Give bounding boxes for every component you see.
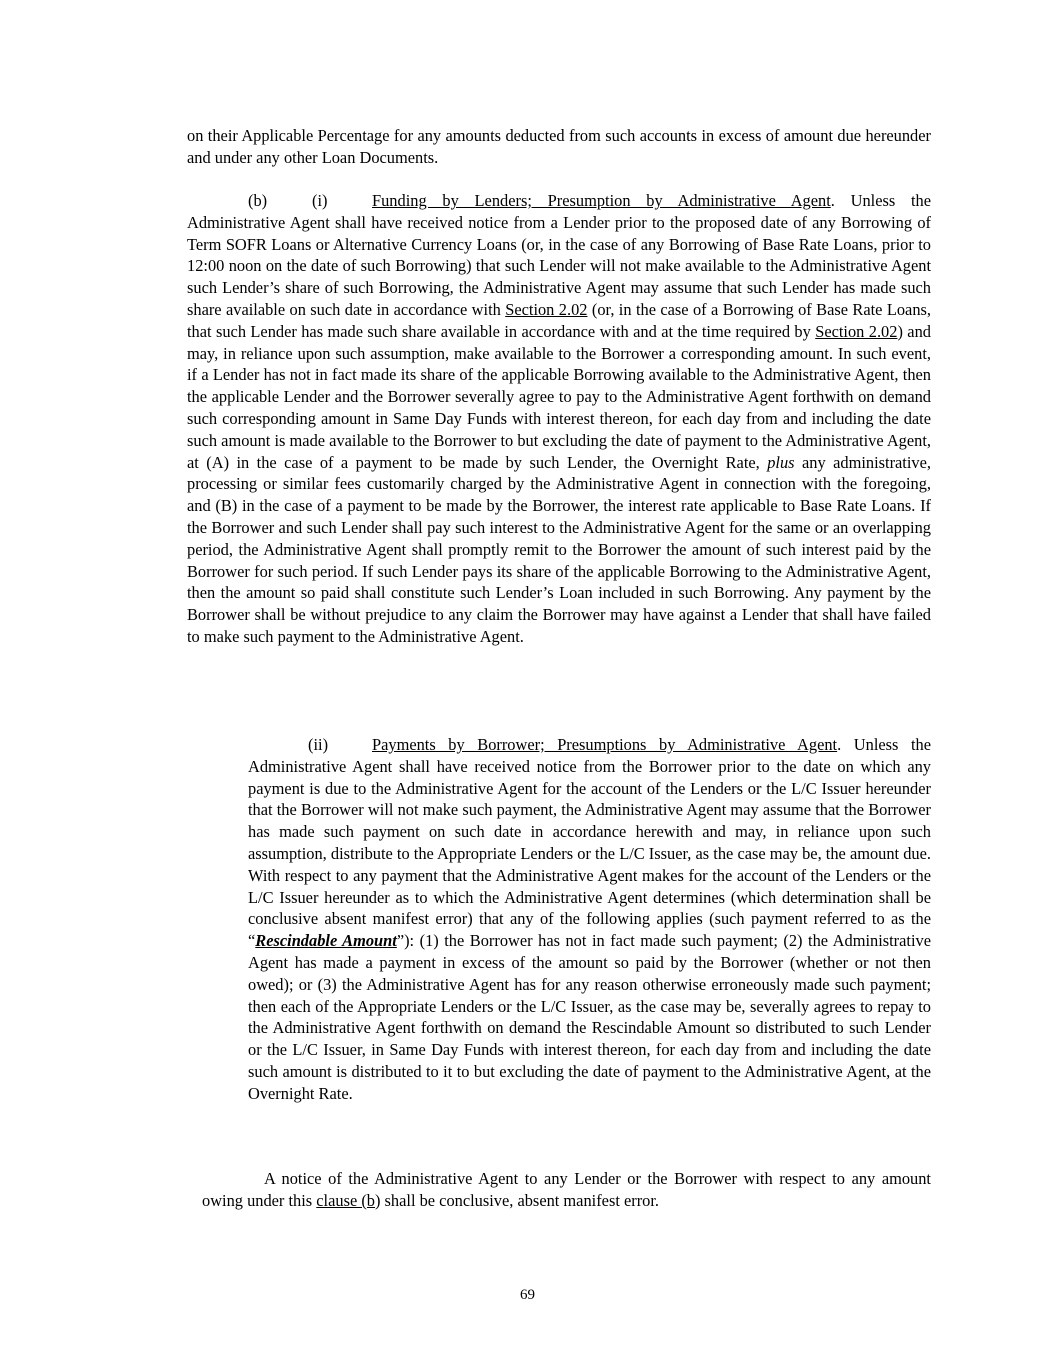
intro-text: on their Applicable Percentage for any amounts deducted from such accounts in excess of amount due hereunder and under any other Loan Documents. [187, 126, 931, 167]
plus-italic: plus [767, 452, 795, 472]
section-b-text-1: . Unless the Administrative Agent shall have received notice from a Lender prior to the proposed date of any Borrowing of Term SOFR Loans or Alternative Currency Loans (or, in the case of any Borrowing of Base Rate Loans, prior to 12:00 noon on the date of such Borrowing) that such Lender will not make available to the Administrative Agent such Lender’s share of such Borrowing, the Administrative Agent may assume that such Lender has made such share available on such date in accordance with [187, 191, 932, 319]
page-number: 69 [520, 1287, 535, 1303]
section-b-text-4: any administrative, processing or similar fees customarily charged by the Administrative Agent in connection with the foregoing, and (B) in the case of a payment to be made by the Borrower, the interest rate applicable to Base Rate Loans. If the Borrower and such Lender shall pay such interest to the Administrative Agent for the same or an overlapping period, the Administrative Agent shall promptly remit to the Borrower the amount of such interest paid by the Borrower for such period. If such Lender pays its share of the applicable Borrowing to the Administrative Agent, then the amount so paid shall constitute such Lender’s Loan included in such Borrowing. Any payment by the Borrower shall be without prejudice to any claim the Borrower may have against a Lender that shall have failed to make such payment to the Administrative Agent. [187, 452, 931, 646]
notice-text-2: ) shall be conclusive, absent manifest error. [375, 1190, 660, 1210]
intro-paragraph [187, 125, 931, 169]
section-b-ii-paragraph [248, 734, 931, 1105]
clause-b-reference: clause (b [316, 1190, 375, 1210]
notice-paragraph [202, 1168, 931, 1212]
section-2-02-reference-2: Section 2.02 [815, 321, 898, 341]
section-b-label: (b) [248, 191, 268, 210]
notice-text-1: A notice of the Administrative Agent to any Lender or the Borrower with respect to any amount owing under this [202, 1169, 931, 1210]
section-b-ii-text-2: ”): (1) the Borrower has not in fact made such payment; (2) the Administrative Agent has made a payment in excess of the amount so paid by the Borrower (whether or not then owed); or (3) the Administrative Agent has for any reason otherwise erroneously made such payment; then each of the Appropriate Lenders or the L/C Issuer, as the case may be, severally agrees to repay to the Administrative Agent forthwith on demand the Rescindable Amount so distributed to such Lender or the L/C Issuer, in Same Day Funds with interest thereon, for each day from and including the date such amount is distributed to it to but excluding the date of payment to the Administrative Agent, at the Overnight Rate. [248, 931, 931, 1103]
section-b-text-2: (or, in the case of a Borrowing of Base Rate Loans, that such Lender has made such share available in accordance with and at the time required by [187, 299, 931, 341]
section-b-ii-heading: Payments by Borrower; Presumptions by Administrative Agent [372, 735, 838, 754]
section-2-02-reference-1: Section 2.02 [505, 299, 588, 319]
rescindable-amount-defined-term: Rescindable Amount [255, 931, 397, 951]
section-b-ii-text-1: . Unless the Administrative Agent shall have received notice from the Borrower prior to the date on which any payment is due to the Administrative Agent for the account of the Lenders or the L/C Issuer hereunder that the Borrower will not make such payment, the Administrative Agent may assume that the Borrower has made such payment on such date in accordance herewith and may, in reliance upon such assumption, distribute to the Appropriate Lenders or the L/C Issuer, as the case may be, the amount due. With respect to any payment that the Administrative Agent makes for the account of the Lenders or the L/C Issuer hereunder as to which the Administrative Agent determines (which determination shall be conclusive absent manifest error) that any of the following applies (such payment referred to as the “ [248, 735, 932, 951]
section-b-i-heading: Funding by Lenders; Presumption by Administrative Agent [372, 191, 831, 210]
section-b-i-label: (i) [312, 191, 328, 210]
section-b-paragraph [187, 190, 931, 648]
section-b-ii-label: (ii) [308, 735, 329, 754]
section-b-text-3: ) and may, in reliance upon such assumption, make available to the Borrower a corresponding amount. In such event, if a Lender has not in fact made its share of the applicable Borrowing available to the Administrative Agent, then the applicable Lender and the Borrower severally agree to pay to the Administrative Agent forthwith on demand such corresponding amount in Same Day Funds with interest thereon, for each day from and including the date such amount is made available to the Borrower to but excluding the date of payment to the Administrative Agent, at (A) in the case of a payment to be made by such Lender, the Overnight Rate, [187, 321, 931, 472]
